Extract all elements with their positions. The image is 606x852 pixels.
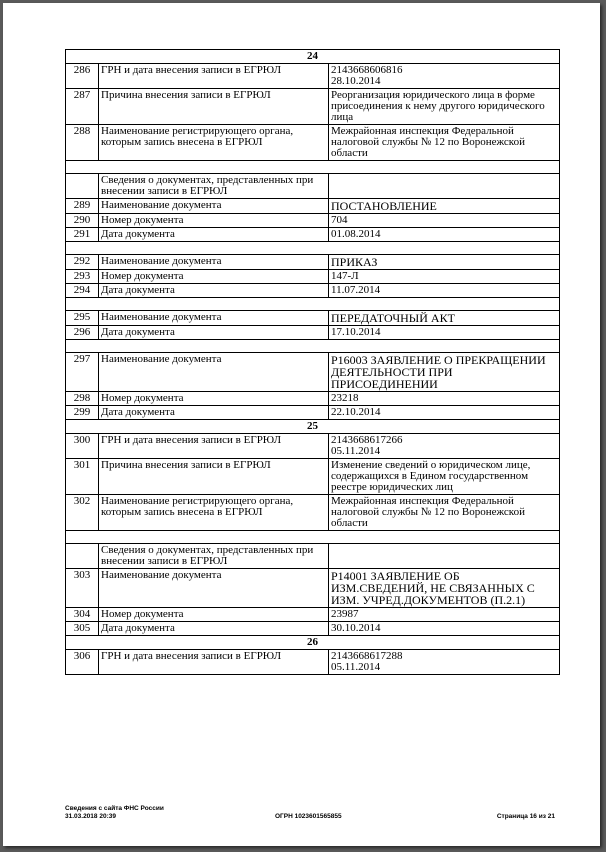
- row-value: Межрайонная инспекция Федеральной налоговой службы № 12 по Воронежской области: [329, 125, 560, 161]
- row-value: Р16003 ЗАЯВЛЕНИЕ О ПРЕКРАЩЕНИИ ДЕЯТЕЛЬНОСТИ ПРИ ПРИСОЕДИНЕНИИ: [329, 353, 560, 392]
- spacer-cell: [66, 242, 560, 255]
- row-value: 23218: [329, 392, 560, 406]
- table-row: [66, 406, 560, 420]
- row-label: Номер документа: [99, 214, 329, 228]
- row-number: [66, 174, 99, 199]
- table-row: [66, 495, 560, 531]
- row-label: Причина внесения записи в ЕГРЮЛ: [99, 459, 329, 495]
- section-number: 25: [66, 420, 560, 434]
- row-label: Дата документа: [99, 406, 329, 420]
- row-label: Дата документа: [99, 326, 329, 340]
- spacer-cell: [66, 340, 560, 353]
- row-value: 147-Л: [329, 270, 560, 284]
- table-row: [66, 214, 560, 228]
- row-value: [329, 174, 560, 199]
- row-value: Реорганизация юридического лица в форме присоединения к нему другого юридического лица: [329, 89, 560, 125]
- row-number: 287: [66, 89, 99, 125]
- footer-source-text: Сведения с сайта ФНС России: [65, 805, 164, 812]
- table-row: [66, 199, 560, 214]
- table-row: [66, 270, 560, 284]
- row-label: Наименование документа: [99, 311, 329, 326]
- row-number: 299: [66, 406, 99, 420]
- row-value: Изменение сведений о юридическом лице, содержащихся в Едином государственном реестре юридических лиц: [329, 459, 560, 495]
- footer-source: [65, 805, 164, 821]
- row-number: 301: [66, 459, 99, 495]
- row-label: Номер документа: [99, 392, 329, 406]
- row-number: 306: [66, 650, 99, 675]
- row-value: 11.07.2014: [329, 284, 560, 298]
- table-row: [66, 326, 560, 340]
- table-row: [66, 459, 560, 495]
- table-row: [66, 650, 560, 675]
- spacer-row: [66, 242, 560, 255]
- row-label: ГРН и дата внесения записи в ЕГРЮЛ: [99, 64, 329, 89]
- table-row: [66, 622, 560, 636]
- row-label: Наименование регистрирующего органа, которым запись внесена в ЕГРЮЛ: [99, 125, 329, 161]
- table-row: [66, 392, 560, 406]
- row-number: 298: [66, 392, 99, 406]
- row-number: 303: [66, 569, 99, 608]
- row-value: 704: [329, 214, 560, 228]
- table-row: [66, 353, 560, 392]
- row-number: 292: [66, 255, 99, 270]
- spacer-cell: [66, 161, 560, 174]
- row-value: 01.08.2014: [329, 228, 560, 242]
- row-label: ГРН и дата внесения записи в ЕГРЮЛ: [99, 650, 329, 675]
- table-row: [66, 89, 560, 125]
- row-label: Дата документа: [99, 622, 329, 636]
- table-row: [66, 311, 560, 326]
- section-header-row: [66, 50, 560, 64]
- row-number: 304: [66, 608, 99, 622]
- row-number: 300: [66, 434, 99, 459]
- row-value: ПЕРЕДАТОЧНЫЙ АКТ: [329, 311, 560, 326]
- row-number: 286: [66, 64, 99, 89]
- row-label: Номер документа: [99, 608, 329, 622]
- row-label: Дата документа: [99, 284, 329, 298]
- row-value: Межрайонная инспекция Федеральной налоговой службы № 12 по Воронежской области: [329, 495, 560, 531]
- spacer-cell: [66, 531, 560, 544]
- section-number: 26: [66, 636, 560, 650]
- spacer-row: [66, 298, 560, 311]
- row-value: 23987: [329, 608, 560, 622]
- row-number: 294: [66, 284, 99, 298]
- row-number: 297: [66, 353, 99, 392]
- row-label: Дата документа: [99, 228, 329, 242]
- row-number: 290: [66, 214, 99, 228]
- row-label: Причина внесения записи в ЕГРЮЛ: [99, 89, 329, 125]
- spacer-row: [66, 531, 560, 544]
- table-row: [66, 434, 560, 459]
- table-row: [66, 228, 560, 242]
- row-number: 296: [66, 326, 99, 340]
- row-number: 289: [66, 199, 99, 214]
- row-value: ПРИКАЗ: [329, 255, 560, 270]
- egrul-records-table: [65, 49, 560, 675]
- row-number: 293: [66, 270, 99, 284]
- row-value: 2143668606816 28.10.2014: [329, 64, 560, 89]
- table-row: [66, 174, 560, 199]
- row-value: 22.10.2014: [329, 406, 560, 420]
- footer-datetime: 31.03.2018 20:39: [65, 813, 116, 820]
- row-label: Сведения о документах, представленных при внесении записи в ЕГРЮЛ: [99, 544, 329, 569]
- row-number: [66, 544, 99, 569]
- table-row: [66, 544, 560, 569]
- row-label: Наименование документа: [99, 353, 329, 392]
- table-row: [66, 608, 560, 622]
- spacer-cell: [66, 298, 560, 311]
- row-value: 30.10.2014: [329, 622, 560, 636]
- row-number: 302: [66, 495, 99, 531]
- document-page: [3, 3, 600, 846]
- section-number: 24: [66, 50, 560, 64]
- row-label: Наименование документа: [99, 255, 329, 270]
- row-number: 291: [66, 228, 99, 242]
- row-number: 295: [66, 311, 99, 326]
- row-label: Наименование документа: [99, 199, 329, 214]
- table-row: [66, 64, 560, 89]
- row-label: ГРН и дата внесения записи в ЕГРЮЛ: [99, 434, 329, 459]
- section-header-row: [66, 420, 560, 434]
- row-label: Сведения о документах, представленных при внесении записи в ЕГРЮЛ: [99, 174, 329, 199]
- row-number: 305: [66, 622, 99, 636]
- row-value: 2143668617288 05.11.2014: [329, 650, 560, 675]
- row-label: Наименование регистрирующего органа, которым запись внесена в ЕГРЮЛ: [99, 495, 329, 531]
- row-value: 2143668617266 05.11.2014: [329, 434, 560, 459]
- row-value: [329, 544, 560, 569]
- spacer-row: [66, 161, 560, 174]
- row-value: 17.10.2014: [329, 326, 560, 340]
- row-label: Наименование документа: [99, 569, 329, 608]
- row-number: 288: [66, 125, 99, 161]
- spacer-row: [66, 340, 560, 353]
- row-label: Номер документа: [99, 270, 329, 284]
- row-value: Р14001 ЗАЯВЛЕНИЕ ОБ ИЗМ.СВЕДЕНИЙ, НЕ СВЯЗАННЫХ С ИЗМ. УЧРЕД.ДОКУМЕНТОВ (П.2.1): [329, 569, 560, 608]
- table-row: [66, 255, 560, 270]
- table-row: [66, 125, 560, 161]
- table-row: [66, 569, 560, 608]
- table-row: [66, 284, 560, 298]
- footer-page-number: Страница 16 из 21: [496, 813, 555, 820]
- row-value: ПОСТАНОВЛЕНИЕ: [329, 199, 560, 214]
- section-header-row: [66, 636, 560, 650]
- footer-ogrn: ОГРН 1023601565855: [275, 813, 342, 820]
